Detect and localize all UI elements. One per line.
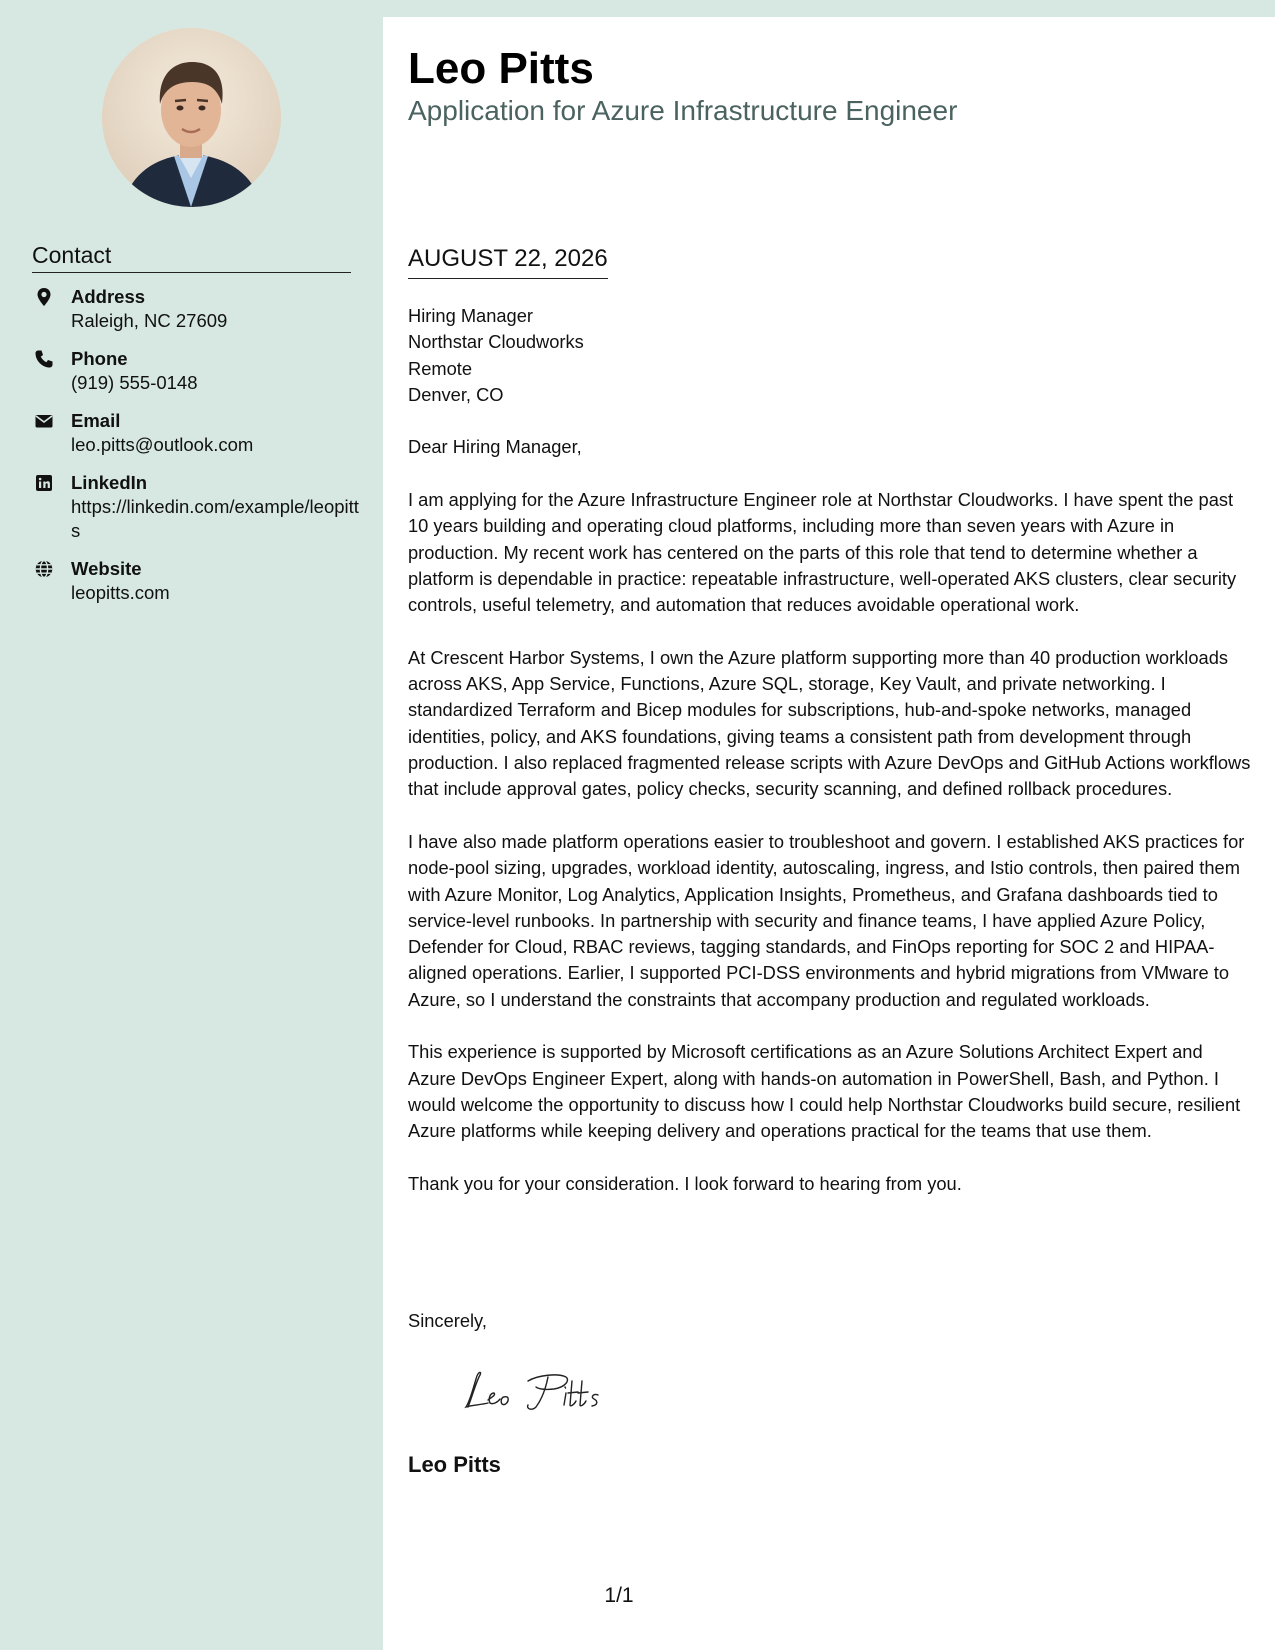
contact-label: Phone xyxy=(71,348,128,369)
signed-name: Leo Pitts xyxy=(408,1452,501,1477)
location-pin-icon xyxy=(34,287,54,307)
letter-paragraph: At Crescent Harbor Systems, I own the Azure platform supporting more than 40 production workloads across AKS, App Service, Functions, Azure SQL, storage, Key Vault, and private networking. I standardized Terraform and Bicep modules for subscriptions, hub-and-spoke networks, managed identities, policy, and AKS foundations, giving teams a consistent path from development through production. I also replaced fragmented release scripts with Azure DevOps and GitHub Actions workflows that include approval gates, policy checks, security scanning, and defined rollback procedures. xyxy=(408,646,1251,800)
contact-phone xyxy=(32,346,362,395)
closing: Sincerely, xyxy=(408,1310,487,1331)
contact-address xyxy=(32,284,362,333)
contact-linkedin xyxy=(32,470,362,543)
signature xyxy=(458,1367,618,1417)
application-subtitle: Application for Azure Infrastructure Engineer xyxy=(408,95,958,126)
recipient-line: Hiring Manager xyxy=(408,305,533,326)
salutation: Dear Hiring Manager, xyxy=(408,436,582,458)
contact-label: Website xyxy=(71,558,142,579)
contact-email xyxy=(32,408,362,457)
contact-label: Address xyxy=(71,286,146,307)
contact-heading: Contact xyxy=(32,240,351,273)
recipient-line: Denver, CO xyxy=(408,383,504,405)
letter-paragraph: Thank you for your consideration. I look forward to hearing from you. xyxy=(408,1172,962,1194)
recipient-line: Northstar Cloudworks xyxy=(408,331,584,353)
linkedin-value[interactable]: https://linkedin.com/example/leopitts xyxy=(71,496,359,541)
letter-date: AUGUST 22, 2026 xyxy=(408,243,608,279)
letter-paragraph: This experience is supported by Microsoft certifications as an Azure Solutions Architect Expert and Azure DevOps Engineer Expert, along with hands-on automation in PowerShell, Bash, and Python. I would welcome the opportunity to discuss how I could help Northstar Cloudworks build secure, resilient Azure platforms while keeping delivery and operations practical for the teams that use them. xyxy=(408,1041,1241,1142)
profile-photo xyxy=(102,28,281,207)
address-value: Raleigh, NC 27609 xyxy=(71,310,228,331)
letter-paragraph: I am applying for the Azure Infrastructure Engineer role at Northstar Cloudworks. I have spent the past 10 years building and operating cloud platforms, including more than seven years with Azure in production. My recent work has centered on the parts of this role that tend to determine whether a platform is dependable in practice: repeatable infrastructure, well-operated AKS clusters, clear security controls, useful telemetry, and automation that reduces avoidable operational work. xyxy=(408,489,1237,616)
sidebar xyxy=(0,0,383,1650)
page-number: 1/1 xyxy=(604,1584,634,1607)
applicant-name: Leo Pitts xyxy=(408,44,594,93)
phone-value: (919) 555-0148 xyxy=(71,372,198,393)
letter-paragraph: I have also made platform operations easier to troubleshoot and govern. I established AKS practices for node-pool sizing, upgrades, workload identity, autoscaling, ingress, and Istio controls, then paired them with Azure Monitor, Log Analytics, Application Insights, Prometheus, and Grafana dashboards tied to service-level runbooks. In partnership with security and finance teams, I have applied Azure Policy, Defender for Cloud, RBAC reviews, tagging standards, and FinOps reporting for SOC 2 and HIPAA-aligned operations. Earlier, I supported PCI-DSS environments and hybrid migrations from VMware to Azure, so I understand the constraints that accompany production and regulated workloads. xyxy=(408,830,1245,1010)
envelope-icon xyxy=(34,411,54,431)
contact-label: Email xyxy=(71,410,121,431)
phone-icon xyxy=(34,349,54,369)
avatar xyxy=(102,28,281,207)
letter-body xyxy=(408,303,1253,1223)
contact-list xyxy=(32,284,362,618)
recipient-line: Remote xyxy=(408,357,473,379)
email-value[interactable]: leo.pitts@outlook.com xyxy=(71,434,254,455)
recipient-block xyxy=(408,303,1253,408)
linkedin-icon xyxy=(34,473,54,493)
letter-main xyxy=(383,17,1275,1650)
website-value[interactable]: leopitts.com xyxy=(71,582,170,603)
contact-label: LinkedIn xyxy=(71,472,148,493)
globe-icon xyxy=(34,559,54,579)
contact-website xyxy=(32,556,362,605)
